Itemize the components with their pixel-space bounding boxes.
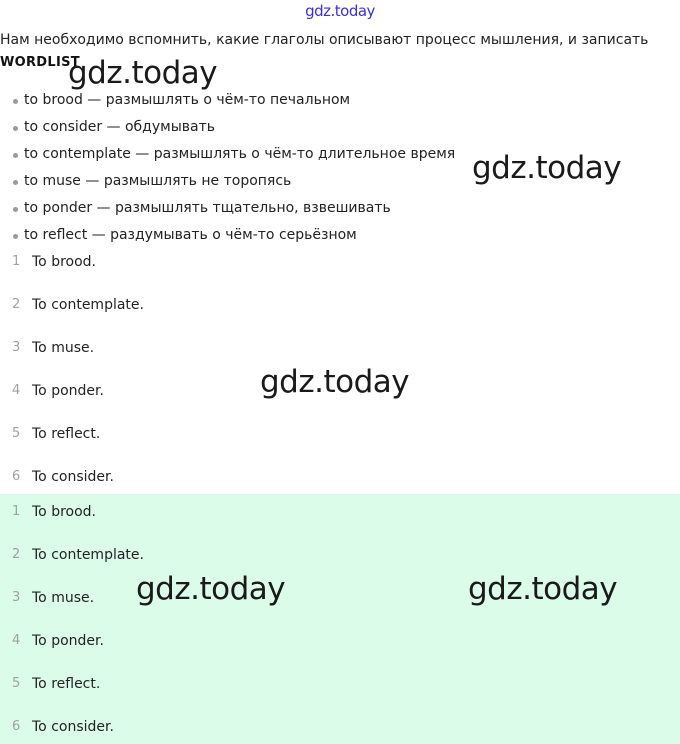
bullet-icon [13, 180, 18, 185]
wordlist-item-text: to ponder — размышлять тщательно, взвешивать [24, 200, 391, 216]
answer-number: 5 [12, 676, 21, 691]
wordlist-item-text: to reflect — раздумывать о чём-то серьёзном [24, 227, 357, 243]
answer-item [0, 673, 680, 716]
wordlist-item [0, 171, 455, 198]
bullet-icon [13, 126, 18, 131]
answer-number: 6 [12, 719, 21, 734]
answer-number: 1 [12, 254, 21, 269]
answer-item [0, 630, 680, 673]
bullet-icon [13, 153, 18, 158]
answer-item [0, 294, 680, 337]
wordlist-item-text: to muse — размышлять не торопясь [24, 173, 292, 189]
answer-text: To reflect. [32, 676, 101, 692]
wordlist [0, 90, 455, 252]
answer-number: 4 [12, 633, 21, 648]
answer-item [0, 501, 680, 544]
bullet-icon [13, 234, 18, 239]
wordlist-title: WORDLIST [0, 55, 80, 70]
answer-number: 4 [12, 383, 21, 398]
wordlist-item-text: to contemplate — размышлять о чём-то длительное время [24, 146, 456, 162]
answer-number: 3 [12, 590, 21, 605]
bullet-icon [13, 99, 18, 104]
answer-text: To reflect. [32, 426, 101, 442]
answer-number: 2 [12, 547, 21, 562]
answer-text: To consider. [32, 469, 114, 485]
wordlist-item [0, 117, 455, 144]
answer-number: 3 [12, 340, 21, 355]
answer-number: 5 [12, 426, 21, 441]
answer-number: 6 [12, 469, 21, 484]
wordlist-item [0, 90, 455, 117]
answer-text: To ponder. [32, 383, 104, 399]
answer-text: To contemplate. [32, 547, 144, 563]
answer-text: To muse. [32, 590, 95, 606]
watermark: gdz.today [136, 571, 286, 607]
watermark: gdz.today [468, 571, 618, 607]
intro-text: Нам необходимо вспомнить, какие глаголы описывают процесс мышления, и записать [0, 32, 649, 48]
answer-item [0, 716, 680, 744]
watermark: gdz.today [68, 55, 218, 91]
wordlist-item [0, 198, 455, 225]
answer-text: To ponder. [32, 633, 104, 649]
wordlist-item-text: to brood — размышлять о чём-то печальном [24, 92, 351, 108]
answer-text: To brood. [32, 504, 96, 520]
site-header-link[interactable]: gdz.today [305, 2, 375, 20]
wordlist-item [0, 144, 455, 171]
answer-text: To muse. [32, 340, 95, 356]
answer-text: To brood. [32, 254, 96, 270]
answer-text: To consider. [32, 719, 114, 735]
bullet-icon [13, 207, 18, 212]
answer-item [0, 423, 680, 466]
answer-number: 1 [12, 504, 21, 519]
answer-item [0, 251, 680, 294]
answer-list-highlighted [0, 494, 680, 744]
watermark: gdz.today [472, 150, 622, 186]
wordlist-item [0, 225, 455, 252]
answer-text: To contemplate. [32, 297, 144, 313]
watermark: gdz.today [260, 364, 410, 400]
wordlist-item-text: to consider — обдумывать [24, 119, 215, 135]
answer-number: 2 [12, 297, 21, 312]
